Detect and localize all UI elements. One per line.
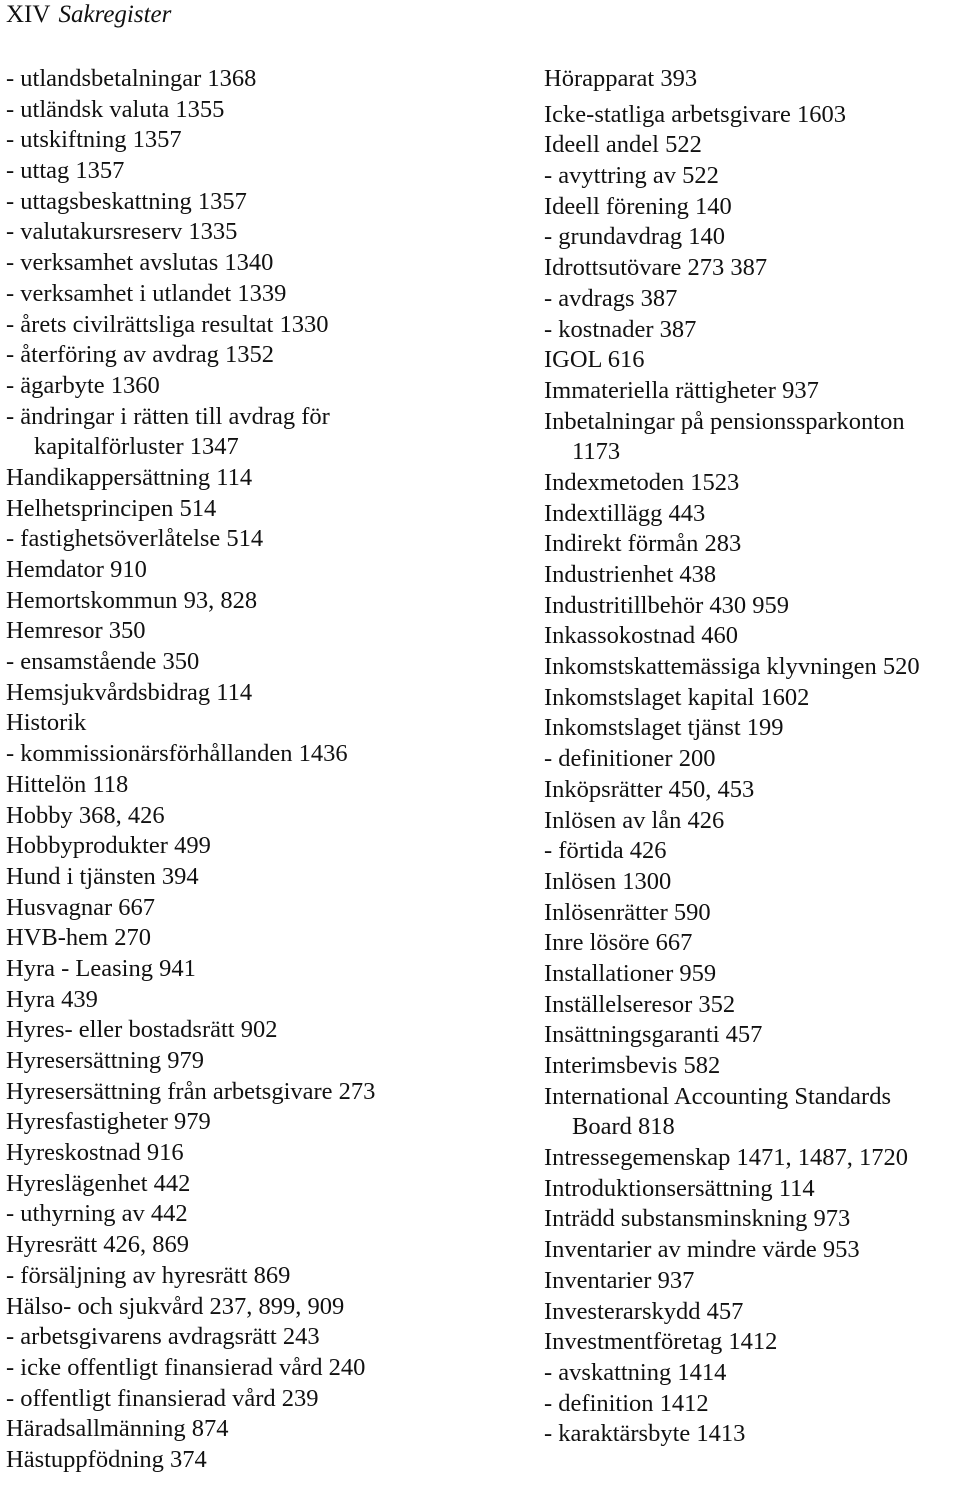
index-entry: IGOL 616 (544, 346, 645, 374)
index-entry: - grundavdrag 140 (544, 223, 725, 251)
index-entry: Hemortskommun 93, 828 (6, 586, 258, 614)
index-entry: Häradsallmänning 874 (6, 1415, 229, 1443)
index-entry: Interimsbevis 582 (544, 1052, 721, 1079)
index-column-left (6, 64, 526, 1476)
index-entry: Hittelön 118 (6, 770, 129, 798)
index-entry: Hemresor 350 (6, 617, 146, 645)
index-entry: - uttag 1357 (6, 157, 125, 185)
index-entry: Immateriella rättigheter 937 (544, 376, 819, 404)
index-entry: - ändringar i rätten till avdrag för (6, 402, 330, 430)
index-entry: Industrienhet 438 (544, 561, 717, 588)
index-entry: 1173 (572, 438, 621, 466)
index-entry: Inlösen 1300 (544, 867, 672, 895)
index-entry: - karaktärsbyte 1413 (544, 1420, 746, 1448)
index-entry: Inbetalningar på pensionssparkonton (544, 407, 905, 435)
index-entry: - uthyrning av 442 (6, 1200, 188, 1228)
index-entry: - icke offentligt finansierad vård 240 (6, 1353, 366, 1381)
index-entry: kapitalförluster 1347 (34, 433, 239, 461)
index-entry: - kostnader 387 (544, 315, 697, 343)
index-entry: Inträdd substansminskning 973 (544, 1205, 851, 1233)
index-entry: Icke-statliga arbetsgivare 1603 (544, 100, 847, 128)
index-entry: - utländsk valuta 1355 (6, 95, 225, 123)
index-entry: Inkomstslaget kapital 1602 (544, 683, 810, 711)
section-number: XIV (6, 1, 51, 28)
index-entry: Hund i tjänsten 394 (6, 862, 199, 890)
index-entry: Indextillägg 443 (544, 499, 706, 527)
index-entry: Inköpsrätter 450, 453 (544, 775, 755, 803)
index-entry: Installationer 959 (544, 959, 717, 987)
index-entry: Hyresrätt 426, 869 (6, 1231, 190, 1259)
index-entry: Inkomstskattemässiga klyvningen 520 (544, 653, 920, 681)
index-entry: Hörapparat 393 (544, 65, 698, 92)
index-entry: Intressegemenskap 1471, 1487, 1720 (544, 1144, 909, 1172)
index-entry: - arbetsgivarens avdragsrätt 243 (6, 1323, 320, 1351)
index-entry: Hästuppfödning 374 (6, 1445, 207, 1473)
page-title: Sakregister (58, 1, 172, 28)
index-entry: Hyresersättning från arbetsgivare 273 (6, 1077, 376, 1105)
index-entry: - utskiftning 1357 (6, 126, 182, 154)
index-entry: Handikappersättning 114 (6, 463, 253, 491)
index-entry: - försäljning av hyresrätt 869 (6, 1261, 291, 1289)
index-entry: Helhetsprincipen 514 (6, 494, 217, 522)
index-entry: Hyresersättning 979 (6, 1047, 204, 1074)
index-entry: Introduktionsersättning 114 (544, 1174, 815, 1202)
index-entry: Hobby 368, 426 (6, 801, 165, 829)
index-entry: Board 818 (572, 1113, 675, 1141)
index-entry: Hyreskostnad 916 (6, 1139, 184, 1167)
index-entry: - definition 1412 (544, 1389, 709, 1417)
index-entry: Insättningsgaranti 457 (544, 1021, 763, 1049)
index-entry: Hyres- eller bostadsrätt 902 (6, 1016, 278, 1044)
index-entry: Investerarskydd 457 (544, 1297, 744, 1325)
index-entry: Hemsjukvårdsbidrag 114 (6, 678, 253, 706)
index-entry: - uttagsbeskattning 1357 (6, 187, 247, 215)
index-entry: Idrottsutövare 273 387 (544, 254, 768, 282)
index-entry: Inventarier 937 (544, 1266, 695, 1294)
index-entry: - definitioner 200 (544, 745, 716, 773)
index-entry: Ideell andel 522 (544, 131, 702, 159)
index-entry: - verksamhet avslutas 1340 (6, 249, 274, 277)
index-entry: Hyra - Leasing 941 (6, 954, 196, 982)
index-entry: Historik (6, 709, 87, 737)
index-entry: Husvagnar 667 (6, 893, 156, 921)
index-entry: - återföring av avdrag 1352 (6, 341, 275, 369)
index-entry: - fastighetsöverlåtelse 514 (6, 525, 264, 553)
index-entry: - verksamhet i utlandet 1339 (6, 279, 287, 307)
index-entry: Hobbyprodukter 499 (6, 832, 211, 860)
index-entry: Hyra 439 (6, 985, 98, 1013)
index-entry: International Accounting Standards (544, 1082, 891, 1110)
index-entry: Hyreslägenhet 442 (6, 1169, 191, 1197)
index-entry: - ägarbyte 1360 (6, 371, 160, 399)
index-entry: Hälso- och sjukvård 237, 899, 909 (6, 1292, 345, 1320)
index-entry: Ideell förening 140 (544, 192, 732, 220)
index-entry: Inre lösöre 667 (544, 929, 693, 957)
index-entry: Inkassokostnad 460 (544, 622, 738, 650)
index-entry: - avdrags 387 (544, 284, 678, 312)
index-entry: Inställelseresor 352 (544, 990, 736, 1018)
page-header (6, 0, 171, 30)
index-entry: - avyttring av 522 (544, 162, 719, 190)
index-entry: - valutakursreserv 1335 (6, 218, 238, 246)
index-entry: Industritillbehör 430 959 (544, 591, 789, 619)
index-entry: Inventarier av mindre värde 953 (544, 1236, 860, 1264)
index-entry: Inkomstslaget tjänst 199 (544, 714, 784, 742)
index-entry: Hyresfastigheter 979 (6, 1108, 211, 1136)
index-entry: - offentligt finansierad vård 239 (6, 1384, 319, 1412)
index-entry: - ensamstående 350 (6, 648, 200, 676)
index-column-right (544, 64, 960, 1450)
index-entry: - årets civilrättsliga resultat 1330 (6, 310, 329, 338)
index-entry: - avskattning 1414 (544, 1358, 727, 1386)
index-entry: Investmentföretag 1412 (544, 1328, 778, 1356)
index-entry: Indirekt förmån 283 (544, 530, 742, 558)
index-entry: HVB-hem 270 (6, 924, 151, 952)
index-entry: - kommissionärsförhållanden 1436 (6, 740, 348, 768)
index-entry: - utlandsbetalningar 1368 (6, 65, 257, 92)
index-entry: Hemdator 910 (6, 556, 147, 583)
index-entry: Inlösenrätter 590 (544, 898, 711, 926)
index-entry: Indexmetoden 1523 (544, 468, 740, 496)
index-entry: - förtida 426 (544, 837, 667, 865)
index-entry: Inlösen av lån 426 (544, 806, 725, 834)
